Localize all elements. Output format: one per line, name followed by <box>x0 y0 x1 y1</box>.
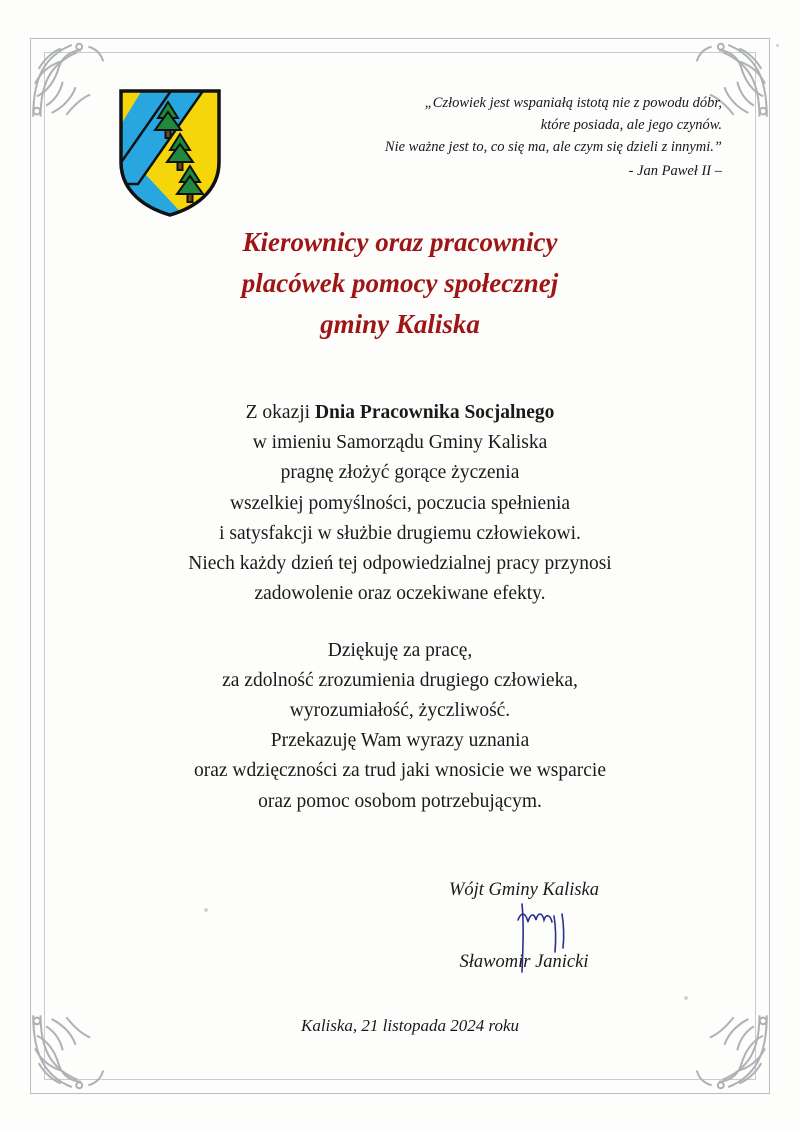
page-title <box>130 222 670 345</box>
signature-block <box>374 876 674 977</box>
body-line: Niech każdy dzień tej odpowiedzialnej pracy przynosi <box>188 553 612 575</box>
body-line: pragnę złożyć gorące życzenia <box>280 462 520 484</box>
scan-speck <box>684 996 688 1000</box>
body-line <box>100 398 700 428</box>
body-text-bold: Dnia Pracownika Socjalnego <box>314 402 555 423</box>
scan-speck <box>776 44 779 47</box>
quote-line-2: które posiada, ale jego czynów. <box>540 117 722 134</box>
corner-ornament-bottom-right <box>684 1008 776 1100</box>
body-line: Dziękuję za pracę, <box>327 639 473 661</box>
coat-of-arms-kaliska <box>118 88 222 218</box>
paragraph-1 <box>100 398 700 610</box>
quotation-block <box>302 92 722 182</box>
corner-ornament-bottom-left <box>24 1008 116 1100</box>
body-text-prefix: Z okazji <box>245 402 315 423</box>
body-line: wyrozumiałość, życzliwość. <box>289 699 511 721</box>
body-line: za zdolność zrozumienia drugiego człowieka, <box>222 669 578 691</box>
signature-name: Sławomir Janicki <box>459 951 589 972</box>
body-line: oraz wdzięczności za trud jaki wnosicie we wsparcie <box>193 760 607 782</box>
body-line: oraz pomoc osobom potrzebującym. <box>258 790 542 812</box>
quote-line-1: „Człowiek jest wspaniałą istotą nie z powodu dóbr, <box>424 95 722 111</box>
body-line: zadowolenie oraz oczekiwane efekty. <box>254 583 546 605</box>
signature-space <box>374 906 674 948</box>
title-line-2: placówek pomocy społecznej <box>241 268 559 299</box>
body-line: w imieniu Samorządu Gminy Kaliska <box>252 432 548 454</box>
title-line-1: Kierownicy oraz pracownicy <box>242 227 558 257</box>
quote-line-3: Nie ważne jest to, co się ma, ale czym się dzieli z innymi.” <box>384 139 722 156</box>
place-and-date: Kaliska, 21 listopada 2024 roku <box>300 1016 519 1035</box>
scan-speck <box>204 908 208 912</box>
body-line: i satysfakcji w służbie drugiemu człowiekowi. <box>219 522 581 544</box>
body-line: wszelkiej pomyślności, poczucia spełnienia <box>229 492 571 514</box>
quote-attribution: - Jan Paweł II – <box>628 163 722 180</box>
letter-body <box>100 398 700 817</box>
corner-ornament-top-left <box>24 32 116 124</box>
paragraph-2 <box>100 636 700 817</box>
title-line-3: gminy Kaliska <box>320 309 480 340</box>
signature-role: Wójt Gminy Kaliska <box>448 880 600 900</box>
body-line: Przekazuję Wam wyrazy uznania <box>270 730 530 752</box>
